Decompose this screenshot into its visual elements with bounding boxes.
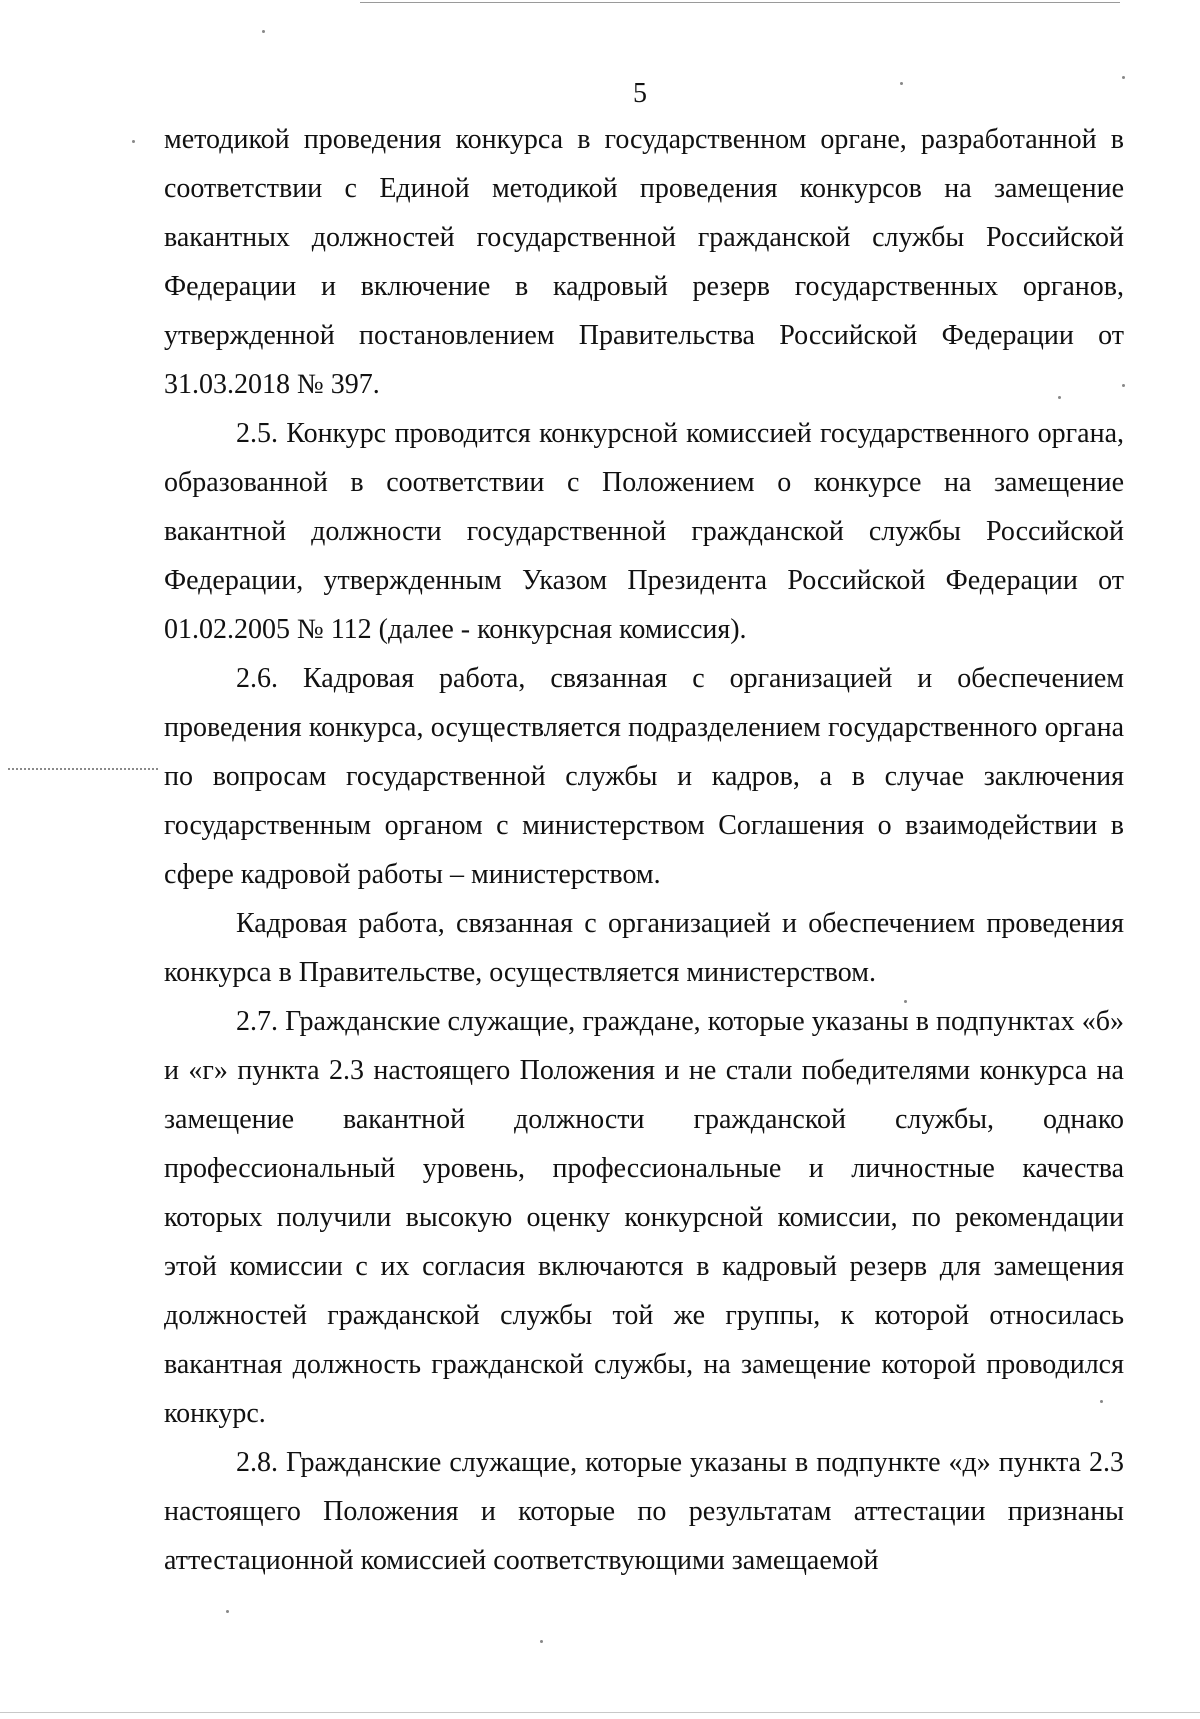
page-number: 5 (633, 78, 647, 109)
scan-speck (132, 140, 135, 143)
paragraph: 2.6. Кадровая работа, связанная с организацией и обеспечением проведения конкурса, осуществляется подразделением государственного органа по вопросам государственной службы и кадров, а в случае заключения государственным органом с министерством Соглашения о взаимодействии в сфере кадровой работы – министерством. (164, 663, 1124, 890)
document-body (164, 115, 1124, 1585)
scan-edge-line-top (360, 2, 1120, 3)
paragraph: 2.7. Гражданские служащие, граждане, которые указаны в подпунктах «б» и «г» пункта 2.3 настоящего Положения и не стали победителями конкурса на замещение вакантной должности гражданской службы, однако профессиональный уровень, профессиональные и личностные качества которых получили высокую оценку конкурсной комиссии, по рекомендации этой комиссии с их согласия включаются в кадровый резерв для замещения должностей гражданской службы той же группы, к которой относилась вакантная должность гражданской службы, на замещение которой проводился конкурс. (164, 1006, 1124, 1429)
scan-speck (540, 1640, 543, 1643)
scan-speck (226, 1610, 229, 1613)
scan-speck (1122, 76, 1125, 79)
paragraph: методикой проведения конкурса в государственном органе, разработанной в соответствии с Единой методикой проведения конкурсов на замещение вакантных должностей государственной гражданской службы Российской Федерации и включение в кадровый резерв государственных органов, утвержденной постановлением Правительства Российской Федерации от 31.03.2018 № 397. (164, 124, 1124, 400)
scan-edge-line-bottom (0, 1712, 1200, 1713)
paragraph: 2.8. Гражданские служащие, которые указаны в подпункте «д» пункта 2.3 настоящего Положения и которые по результатам аттестации признаны аттестационной комиссией соответствующими замещаемой (164, 1447, 1124, 1576)
scan-dotted-mark (8, 768, 158, 774)
scan-speck (900, 82, 903, 85)
paragraph: 2.5. Конкурс проводится конкурсной комиссией государственного органа, образованной в соответствии с Положением о конкурсе на замещение вакантной должности государственной гражданской службы Российской Федерации, утвержденным Указом Президента Российской Федерации от 01.02.2005 № 112 (далее - конкурсная комиссия). (164, 418, 1124, 645)
paragraph: Кадровая работа, связанная с организацией и обеспечением проведения конкурса в Правительстве, осуществляется министерством. (164, 908, 1124, 988)
scan-speck (262, 30, 265, 33)
